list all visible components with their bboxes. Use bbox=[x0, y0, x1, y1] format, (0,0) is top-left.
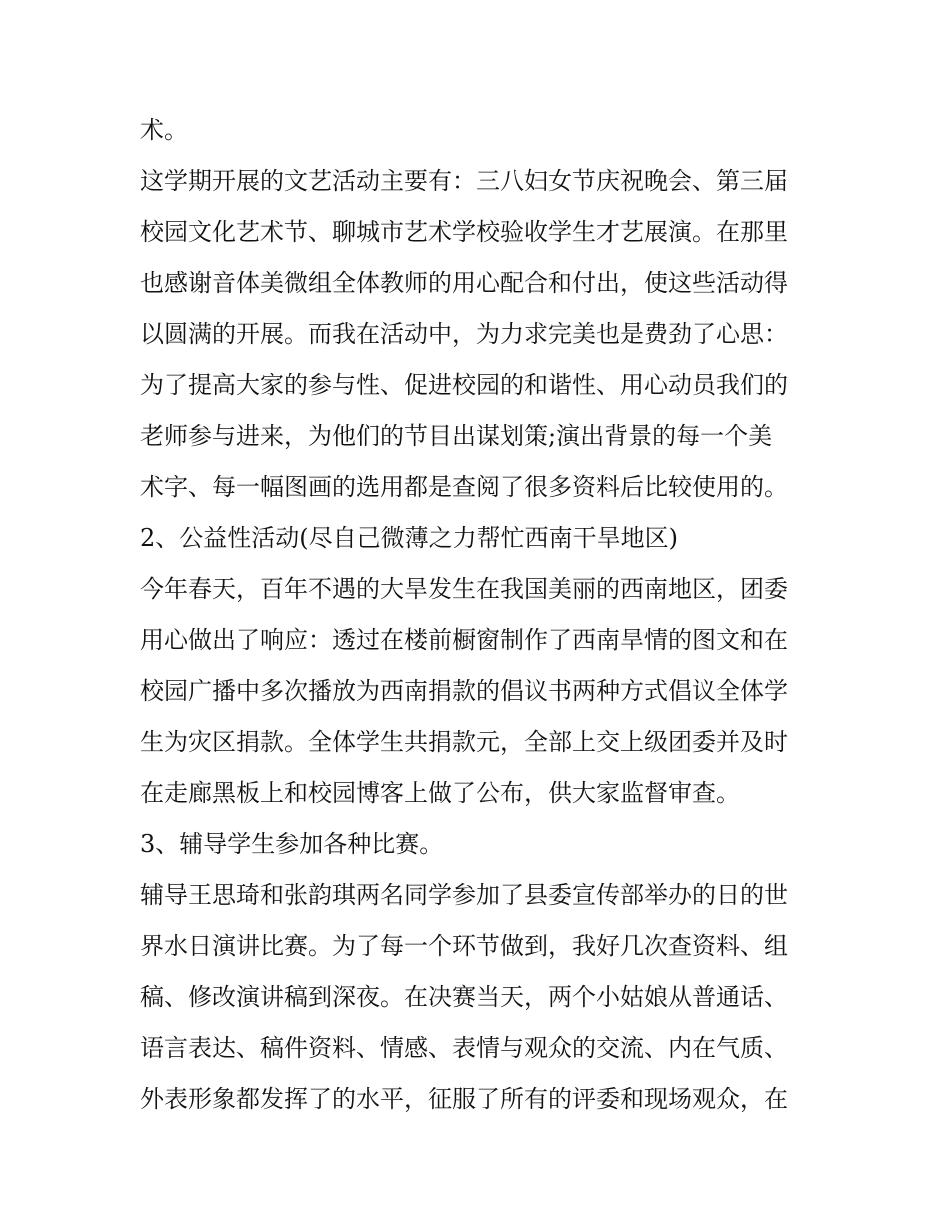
text-line: 校园文化艺术节、聊城市艺术学校验收学生才艺展演。在那里 bbox=[140, 218, 788, 246]
text-line: 也感谢音体美微组全体教师的用心配合和付出，使这些活动得 bbox=[140, 269, 788, 297]
document-body bbox=[140, 105, 820, 1125]
text-line: 以圆满的开展。而我在活动中，为力求完美也是费劲了心思： bbox=[140, 320, 788, 348]
text-line: 术。 bbox=[140, 116, 188, 144]
text-line: 老师参与进来，为他们的节目出谋划策;演出背景的每一个美 bbox=[140, 422, 773, 450]
section-heading: 3、辅导学生参加各种比赛。 bbox=[140, 830, 444, 858]
text-line: 界水日演讲比赛。为了每一个环节做到，我好几次查资料、组 bbox=[140, 932, 788, 960]
text-line: 校园广播中多次播放为西南捐款的倡议书两种方式倡议全体学 bbox=[140, 677, 788, 705]
text-line: 为了提高大家的参与性、促进校园的和谐性、用心动员我们的 bbox=[140, 371, 788, 399]
text-line: 语言表达、稿件资料、情感、表情与观众的交流、内在气质、 bbox=[140, 1034, 788, 1062]
text-line: 生为灾区捐款。全体学生共捐款元，全部上交上级团委并及时 bbox=[140, 728, 788, 756]
text-line: 辅导王思琦和张韵琪两名同学参加了县委宣传部举办的日的世 bbox=[140, 881, 788, 909]
text-line: 术字、每一幅图画的选用都是查阅了很多资料后比较使用的。 bbox=[140, 473, 788, 501]
section-heading: 2、公益性活动(尽自己微薄之力帮忙西南干旱地区) bbox=[140, 524, 678, 552]
text-line: 今年春天，百年不遇的大旱发生在我国美丽的西南地区，团委 bbox=[140, 575, 788, 603]
text-line: 用心做出了响应：透过在楼前橱窗制作了西南旱情的图文和在 bbox=[140, 626, 788, 654]
text-line: 稿、修改演讲稿到深夜。在决赛当天，两个小姑娘从普通话、 bbox=[140, 983, 788, 1011]
text-line: 外表形象都发挥了的水平，征服了所有的评委和现场观众，在 bbox=[140, 1085, 788, 1113]
text-line: 在走廊黑板上和校园博客上做了公布，供大家监督审查。 bbox=[140, 779, 740, 807]
text-line: 这学期开展的文艺活动主要有：三八妇女节庆祝晚会、第三届 bbox=[140, 167, 788, 195]
